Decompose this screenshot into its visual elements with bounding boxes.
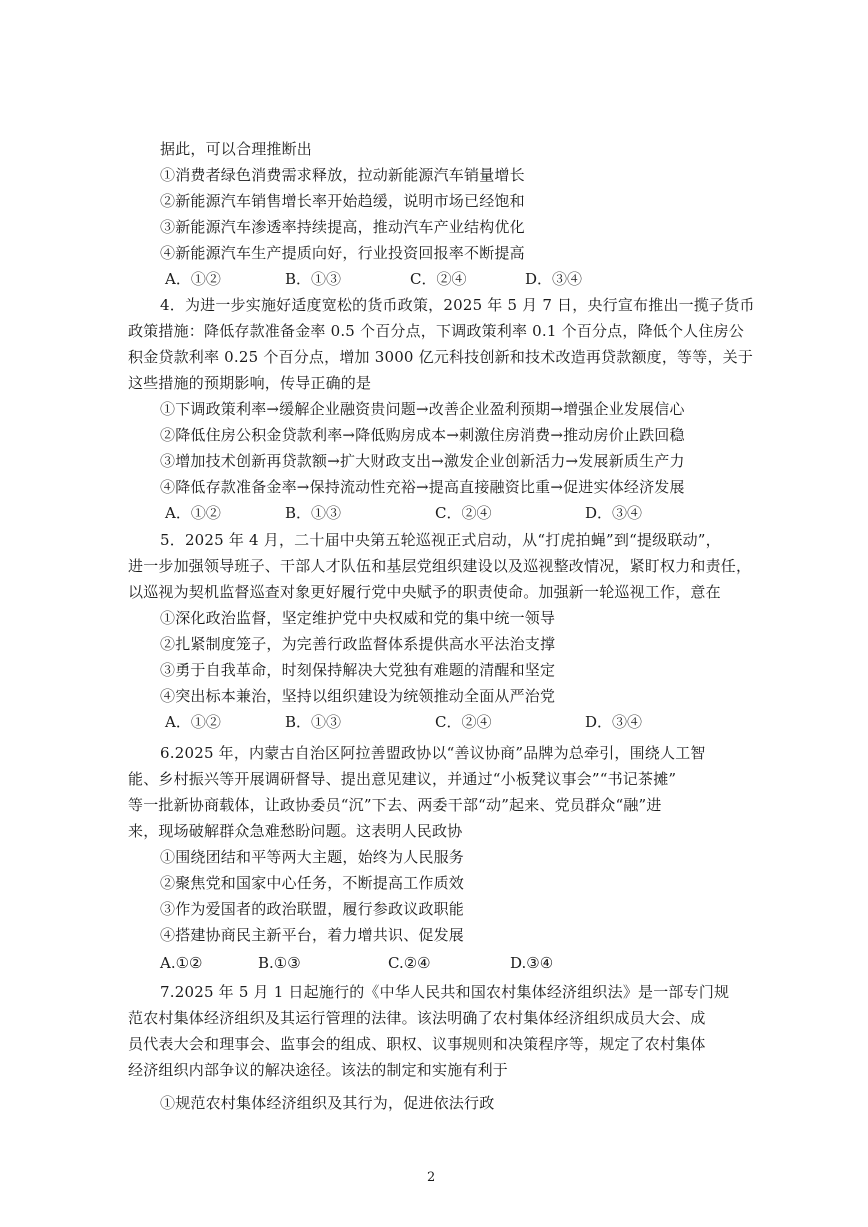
q4-stem-line-4: 这些措施的预期影响，传导正确的是 xyxy=(128,374,372,392)
q3-stem-tail: 据此，可以合理推断出 xyxy=(160,140,313,158)
q6-stem-line-1: 6.2025 年，内蒙古自治区阿拉善盟政协以“善议协商”品牌为总牵引，围绕人工智 xyxy=(160,744,706,762)
q4-option-4: ④降低存款准备金率→保持流动性充裕→提高直接融资比重→促进实体经济发展 xyxy=(160,478,685,496)
q5-choice-c: C．②④ xyxy=(435,713,492,731)
q6-choice-a: A.①② xyxy=(160,954,203,972)
q4-stem-line-2: 政策措施：降低存款准备金率 0.5 个百分点，下调政策利率 0.1 个百分点，降低个人住房公 xyxy=(128,322,744,340)
q3-option-1: ①消费者绿色消费需求释放，拉动新能源汽车销量增长 xyxy=(160,166,525,184)
q6-choice-c: C.②④ xyxy=(388,954,431,972)
q3-option-4: ④新能源汽车生产提质向好，行业投资回报率不断提高 xyxy=(160,244,525,262)
q3-option-2: ②新能源汽车销售增长率开始趋缓，说明市场已经饱和 xyxy=(160,192,525,210)
page-number: 2 xyxy=(427,1170,436,1185)
q5-stem-line-1: 5．2025 年 4 月，二十届中央第五轮巡视正式启动，从“打虎拍蝇”到“提级联动”， xyxy=(160,531,721,549)
q5-option-2: ②扎紧制度笼子，为完善行政监督体系提供高水平法治支撑 xyxy=(160,635,556,653)
q3-choice-c: C．②④ xyxy=(410,270,467,288)
q5-choice-a: A．①② xyxy=(165,713,221,731)
q5-choice-d: D．③④ xyxy=(585,713,643,731)
q6-option-4: ④搭建协商民主新平台，着力增共识、促发展 xyxy=(160,926,465,944)
q3-choice-b: B．①③ xyxy=(285,270,342,288)
q4-stem-line-1: 4．为进一步实施好适度宽松的货币政策，2025 年 5 月 7 日，央行宣布推出一揽子货币 xyxy=(160,296,755,314)
q7-stem-line-3: 员代表大会和理事会、监事会的组成、职权、议事规则和决策程序等，规定了农村集体 xyxy=(128,1035,706,1053)
q3-option-3: ③新能源汽车渗透率持续提高，推动汽车产业结构优化 xyxy=(160,218,525,236)
q7-stem-line-2: 范农村集体经济组织及其运行管理的法律。该法明确了农村集体经济组织成员大会、成 xyxy=(128,1009,706,1027)
q4-choice-b: B．①③ xyxy=(285,504,342,522)
q7-stem-line-4: 经济组织内部争议的解决途径。该法的制定和实施有利于 xyxy=(128,1061,509,1079)
q4-choice-a: A．①② xyxy=(165,504,221,522)
q5-choice-b: B．①③ xyxy=(285,713,342,731)
q6-choice-d: D.③④ xyxy=(510,954,554,972)
q6-option-3: ③作为爱国者的政治联盟，履行参政议政职能 xyxy=(160,900,465,918)
q5-option-3: ③勇于自我革命，时刻保持解决大党独有难题的清醒和坚定 xyxy=(160,661,556,679)
q5-option-1: ①深化政治监督，坚定维护党中央权威和党的集中统一领导 xyxy=(160,609,556,627)
q4-choice-c: C．②④ xyxy=(435,504,492,522)
q3-choice-a: A．①② xyxy=(165,270,221,288)
q6-choice-b: B.①③ xyxy=(258,954,301,972)
q5-stem-line-3: 以巡视为契机监督巡查对象更好履行党中央赋予的职责使命。加强新一轮巡视工作，意在 xyxy=(128,583,721,601)
q7-stem-line-1: 7.2025 年 5 月 1 日起施行的《中华人民共和国农村集体经济组织法》是一部专门规 xyxy=(160,983,730,1001)
q7-option-1: ①规范农村集体经济组织及其行为，促进依法行政 xyxy=(160,1094,495,1112)
q5-stem-line-2: 进一步加强领导班子、干部人才队伍和基层党组织建设以及巡视整改情况，紧盯权力和责任， xyxy=(128,557,752,575)
q4-option-2: ②降低住房公积金贷款利率→降低购房成本→刺激住房消费→推动房价止跌回稳 xyxy=(160,426,685,444)
q6-option-1: ①围绕团结和平等两大主题，始终为人民服务 xyxy=(160,848,465,866)
q4-option-1: ①下调政策利率→缓解企业融资贵问题→改善企业盈利预期→增强企业发展信心 xyxy=(160,400,685,418)
q6-stem-line-4: 来，现场破解群众急难愁盼问题。这表明人民政协 xyxy=(128,822,463,840)
q3-choice-d: D．③④ xyxy=(525,270,583,288)
q4-choice-d: D．③④ xyxy=(585,504,643,522)
q4-stem-line-3: 积金贷款利率 0.25 个百分点，增加 3000 亿元科技创新和技术改造再贷款额度，等等，关于 xyxy=(128,348,754,366)
q6-stem-line-3: 等一批新协商载体，让政协委员“沉”下去、两委干部“动”起来、党员群众“融”进 xyxy=(128,796,662,814)
q5-option-4: ④突出标本兼治，坚持以组织建设为统领推动全面从严治党 xyxy=(160,687,556,705)
q6-option-2: ②聚焦党和国家中心任务，不断提高工作质效 xyxy=(160,874,465,892)
q4-option-3: ③增加技术创新再贷款额→扩大财政支出→激发企业创新活力→发展新质生产力 xyxy=(160,452,685,470)
q6-stem-line-2: 能、乡村振兴等开展调研督导、提出意见建议，并通过“小板凳议事会”“书记茶摊” xyxy=(128,770,677,788)
